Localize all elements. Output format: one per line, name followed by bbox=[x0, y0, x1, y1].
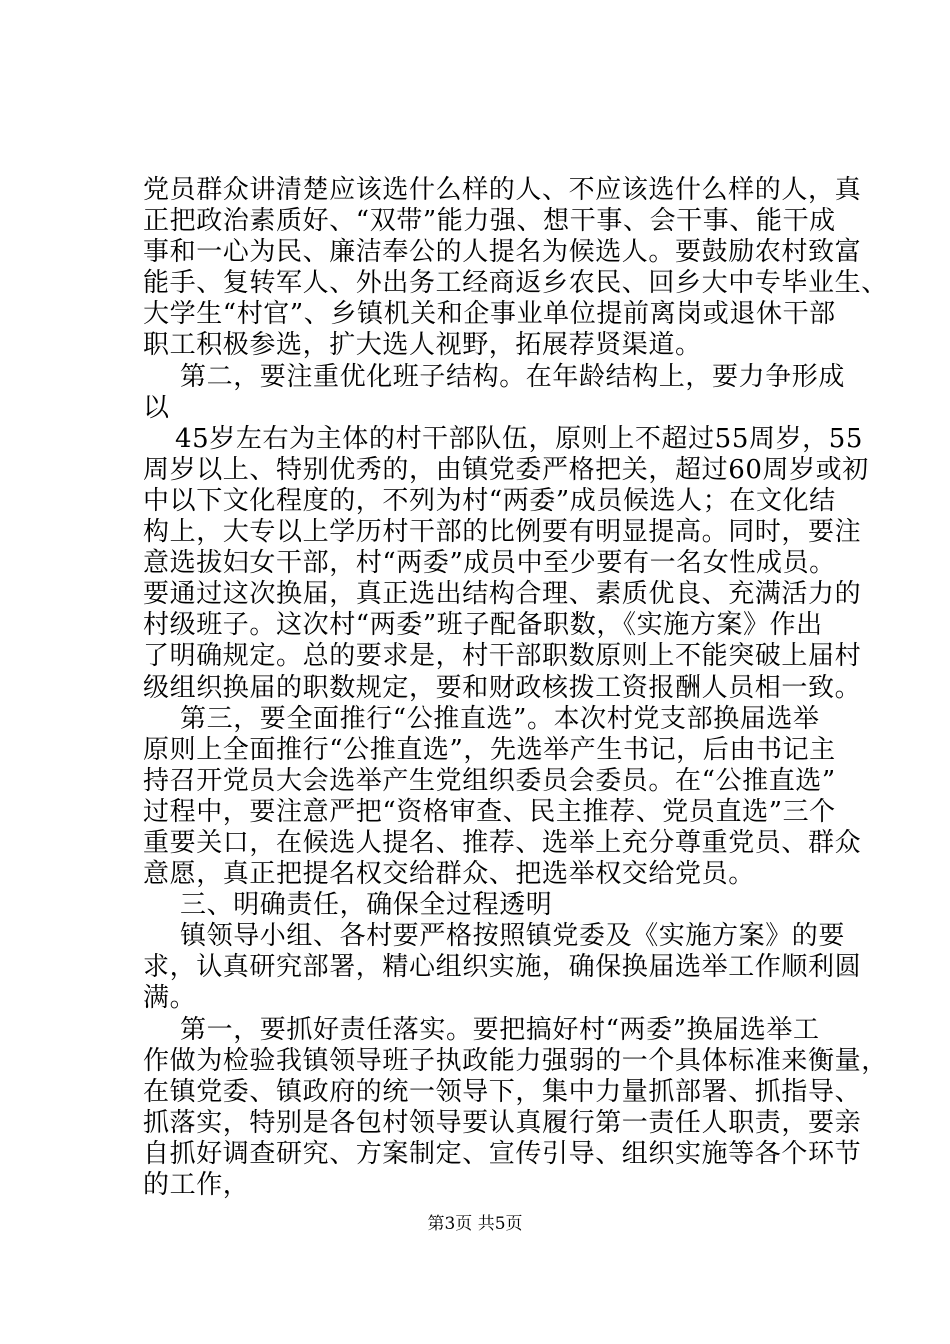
section-heading: 三、明确责任，确保全过程透明 bbox=[180, 890, 553, 921]
text-line: 事和一心为民、廉洁奉公的人提名为候选人。要鼓励农村致富 bbox=[143, 237, 862, 268]
text-line: 级组织换届的职数规定，要和财政核拨工资报酬人员相一致。 bbox=[143, 672, 862, 703]
text-line: 满。 bbox=[143, 983, 197, 1014]
text-line: 抓落实，特别是各包村领导要认真履行第一责任人职责，要亲 bbox=[143, 1107, 862, 1138]
text-line: 要通过这次换届，真正选出结构合理、素质优良、充满活力的 bbox=[143, 579, 862, 610]
paragraph-start-line: 第一，要抓好责任落实。要把搞好村“两委”换届选举工 bbox=[180, 1014, 820, 1045]
text-line: 中以下文化程度的，不列为村“两委”成员候选人；在文化结 bbox=[143, 485, 836, 516]
text-line: 过程中，要注意严把“资格审查、民主推荐、党员直选”三个 bbox=[143, 796, 836, 827]
text-line: 能手、复转军人、外出务工经商返乡农民、回乡大中专毕业生、 bbox=[143, 268, 888, 299]
text-line: 以 bbox=[143, 392, 170, 423]
text-line: 周岁以上、特别优秀的，由镇党委严格把关，超过60周岁或初 bbox=[143, 454, 869, 485]
text-line: 了明确规定。总的要求是，村干部职数原则上不能突破上届村 bbox=[143, 641, 862, 672]
paragraph-start-line: 镇领导小组、各村要严格按照镇党委及《实施方案》的要 bbox=[180, 921, 846, 952]
text-line: 意愿，真正把提名权交给群众、把选举权交给党员。 bbox=[143, 859, 755, 890]
text-line: 重要关口，在候选人提名、推荐、选举上充分尊重党员、群众 bbox=[143, 827, 862, 858]
paragraph-start-line: 第三，要全面推行“公推直选”。本次村党支部换届选举 bbox=[180, 703, 820, 734]
text-line: 的工作， bbox=[143, 1170, 250, 1200]
page-number-footer: 第3页 共5页 bbox=[427, 1214, 523, 1234]
text-line: 构上，大专以上学历村干部的比例要有明显提高。同时，要注 bbox=[143, 517, 862, 548]
text-line: 原则上全面推行“公推直选”，先选举产生书记，后由书记主 bbox=[143, 734, 836, 765]
text-line: 职工积极参选，扩大选人视野，拓展荐贤渠道。 bbox=[143, 330, 702, 361]
text-line: 正把政治素质好、“双带”能力强、想干事、会干事、能干成 bbox=[143, 206, 836, 237]
text-line: 在镇党委、镇政府的统一领导下，集中力量抓部署、抓指导、 bbox=[143, 1076, 862, 1107]
text-line: 作做为检验我镇领导班子执政能力强弱的一个具体标准来衡量， bbox=[143, 1045, 888, 1076]
text-line: 自抓好调查研究、方案制定、宣传引导、组织实施等各个环节 bbox=[143, 1138, 862, 1169]
text-line: 持召开党员大会选举产生党组织委员会委员。在“公推直选” bbox=[143, 765, 836, 796]
text-line: 求，认真研究部署，精心组织实施，确保换届选举工作顺利圆 bbox=[143, 952, 862, 983]
text-line: 党员群众讲清楚应该选什么样的人、不应该选什么样的人，真 bbox=[143, 175, 862, 205]
paragraph-start-line: 45岁左右为主体的村干部队伍，原则上不超过55周岁，55 bbox=[175, 423, 864, 454]
text-line: 意选拔妇女干部，村“两委”成员中至少要有一名女性成员。 bbox=[143, 548, 836, 579]
paragraph-start-line: 第二，要注重优化班子结构。在年龄结构上，要力争形成 bbox=[180, 361, 846, 392]
text-line: 大学生“村官”、乡镇机关和企事业单位提前离岗或退休干部 bbox=[143, 299, 836, 330]
text-line: 村级班子。这次村“两委”班子配备职数，《实施方案》作出 bbox=[143, 610, 823, 641]
body-text bbox=[143, 175, 888, 1201]
